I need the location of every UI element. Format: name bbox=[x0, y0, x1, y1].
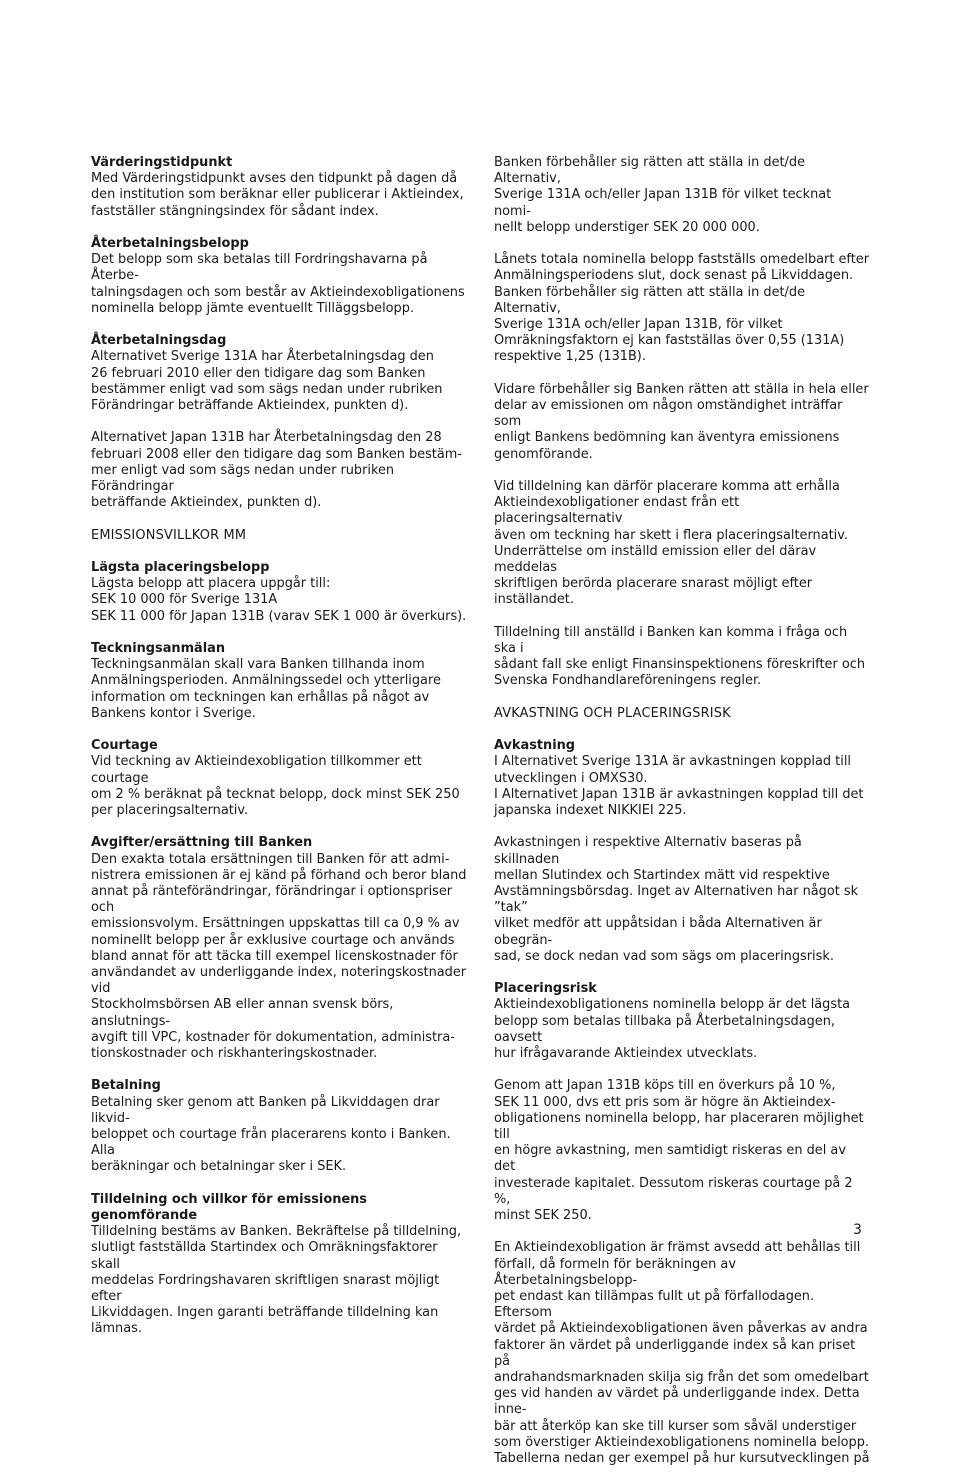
paragraph bbox=[91, 430, 467, 511]
section-teckningsanmalan bbox=[91, 641, 467, 722]
paragraph-heading: Lägsta placeringsbelopp bbox=[91, 560, 270, 575]
section-avkastning bbox=[494, 738, 870, 819]
paragraph-text: Lånets totala nominella belopp fastställs omedelbart efter Anmälningsperiodens slut, dock senast på Likviddagen. Banken förbehåller sig rätten att ställa in det/de Alternativ, Sverige 131A och/eller Japan 131B, för vilket Omräkningsfaktorn ej kan fastställas över 0,55 (131A) respektive 1,25 (131B). bbox=[494, 252, 870, 365]
paragraph-text: Lägsta belopp att placera uppgår till: SEK 10 000 för Sverige 131A SEK 11 000 för Japan 131B (varav SEK 1 000 är överkurs). bbox=[91, 576, 467, 624]
paragraph-text: Aktieindexobligationens nominella belopp är det lägsta belopp som betalas tillbaka på Återbetalningsdagen, oavsett hur ifrågavarande Aktieindex utvecklats. bbox=[494, 997, 851, 1062]
section-aterbetalningsbelopp bbox=[91, 236, 467, 317]
paragraph bbox=[494, 1078, 870, 1224]
paragraph-text: Med Värderingstidpunkt avses den tidpunkt på dagen då den institution som beräknar eller publicerar i Aktieindex, fastställer stängningsindex för sådant index. bbox=[91, 171, 464, 219]
section-placeringsrisk bbox=[494, 981, 870, 1062]
right-column bbox=[494, 155, 870, 1483]
paragraph-text: Genom att Japan 131B köps till en överkurs på 10 %, SEK 11 000, dvs ett pris som är högre än Aktieindex- obligationens nominella belopp, har placeraren möjlighet till en högre avkastning, men samtidigt riskeras en del av det investerade kapitalet. Dessutom riskeras courtage på 2 %, minst SEK 250. bbox=[494, 1078, 864, 1224]
paragraph-text: Banken förbehåller sig rätten att ställa in det/de Alternativ, Sverige 131A och/eller Japan 131B för vilket tecknat nomi- nellt belopp understiger SEK 20 000 000. bbox=[494, 155, 832, 235]
paragraph bbox=[494, 382, 870, 463]
paragraph-heading: Värderingstidpunkt bbox=[91, 155, 233, 170]
section-avgifter-ersattning-till-banken bbox=[91, 835, 467, 1062]
paragraph-text: Betalning sker genom att Banken på Likviddagen drar likvid- beloppet och courtage från placerarens konto i Banken. Alla beräkningar och betalningar sker i SEK. bbox=[91, 1094, 451, 1175]
section-lagsta-placeringsbelopp bbox=[91, 560, 467, 625]
section-varderingstidpunkt bbox=[91, 155, 467, 220]
paragraph-text: Vid teckning av Aktieindexobligation tillkommer ett courtage om 2 % beräknat på tecknat belopp, dock minst SEK 250 per placeringsalternativ. bbox=[91, 754, 460, 819]
section-heading-emissionsvillkor-mm: EMISSIONSVILLKOR MM bbox=[91, 527, 247, 543]
paragraph-heading: Betalning bbox=[91, 1078, 161, 1094]
section-courtage bbox=[91, 738, 467, 819]
paragraph bbox=[494, 155, 870, 236]
paragraph-text: I Alternativet Sverige 131A är avkastningen kopplad till utvecklingen i OMXS30. I Alternativet Japan 131B är avkastningen kopplad till det japanska indexet NIKKIEI 225. bbox=[494, 754, 864, 819]
section-betalning bbox=[91, 1078, 467, 1175]
paragraph-text: Teckningsanmälan skall vara Banken tillhanda inom Anmälningsperioden. Anmälningssedel och ytterligare information om teckningen kan erhållas på något av Bankens kontor i Sverige. bbox=[91, 657, 441, 721]
left-column bbox=[91, 155, 467, 1354]
paragraph-heading: Avkastning bbox=[494, 738, 576, 754]
paragraph-heading: Teckningsanmälan bbox=[91, 641, 226, 656]
section-tilldelning-och-villkor-for-emissionens-genomforande bbox=[91, 1192, 467, 1338]
paragraph-text: Tilldelning bestäms av Banken. Bekräftelse på tilldelning, slutligt fastställda Startindex och Omräkningsfaktorer skall meddelas Fordringshavaren skriftligen snarast möjligt efter Likviddagen. Ingen garanti beträffande tilldelning kan lämnas. bbox=[91, 1224, 462, 1337]
paragraph bbox=[494, 252, 870, 365]
paragraph-heading: Avgifter/ersättning till Banken bbox=[91, 835, 313, 851]
paragraph bbox=[494, 1240, 870, 1467]
paragraph-text: Det belopp som ska betalas till Fordringshavarna på Återbe- talningsdagen och som består av Aktieindexobligationens nominella belopp jämte eventuellt Tilläggsbelopp. bbox=[91, 252, 465, 316]
paragraph-text: En Aktieindexobligation är främst avsedd att behållas till förfall, då formeln för beräkningen av Återbetalningsbelopp- pet endast kan tillämpas fullt ut på förfallodagen. Eftersom värdet på Aktieindexobligationen även påverkas av andra faktorer än värdet på underliggande index så kan priset på andrahandsmarknaden skilja sig från det som omedelbart ges vid handen av värdet på underliggande index. Detta inne- bär att återköp kan ske till kurser som såväl understiger som överstiger Aktieindexobligationens nominella belopp. Tabellerna nedan ger exempel på hur kursutvecklingen på bbox=[494, 1240, 870, 1467]
paragraph-text: Tilldelning till anställd i Banken kan komma i fråga och ska i sådant fall ske enligt Finansinspektionens föreskrifter och Svenska Fondhandlareföreningens regler. bbox=[494, 624, 866, 689]
paragraph-heading: Placeringsrisk bbox=[494, 981, 597, 997]
page-number: 3 bbox=[853, 1222, 862, 1238]
paragraph bbox=[494, 479, 870, 609]
paragraph-text: Alternativet Sverige 131A har Återbetalningsdag den 26 februari 2010 eller den tidigare dag som Banken bestämmer enligt vad som sägs nedan under rubriken Förändringar beträffande Aktieindex, punkten d). bbox=[91, 349, 443, 414]
paragraph-text: Alternativet Japan 131B har Återbetalningsdag den 28 februari 2008 eller den tidigare dag som Banken bestäm- mer enligt vad som sägs nedan under rubriken Förändringar beträffande Aktieindex, punkten d). bbox=[91, 430, 462, 511]
paragraph-heading: Courtage bbox=[91, 738, 158, 754]
paragraph bbox=[494, 835, 870, 965]
section-heading-avkastning-och-placeringsrisk: AVKASTNING OCH PLACERINGSRISK bbox=[494, 705, 731, 721]
paragraph-text: Vidare förbehåller sig Banken rätten att ställa in hela eller delar av emissionen om någon omständighet inträffar som enligt Bankens bedömning kan äventyra emissionens genomförande. bbox=[494, 381, 869, 462]
paragraph-text: Den exakta totala ersättningen till Banken för att admi- nistrera emissionen är ej känd på förhand och beror bland annat på ränteförändringar, förändringar i optionspriser och emissionsvolym. Ersättningen uppskattas till ca 0,9 % av nominellt belopp per år exklusive courtage och används bland annat för att täcka till exempel licenskostnader för användandet av underliggande index, noteringskostnader vid Stockholmsbörsen AB eller annan svensk börs, anslutnings- avgift till VPC, kostnader för dokumentation, administra- tionskostnader och riskhanteringskostnader. bbox=[91, 851, 467, 1062]
paragraph-heading: Återbetalningsbelopp bbox=[91, 236, 249, 251]
paragraph-heading: Återbetalningsdag bbox=[91, 333, 227, 349]
paragraph bbox=[494, 625, 870, 690]
paragraph-text: Avkastningen i respektive Alternativ baseras på skillnaden mellan Slutindex och Startindex mätt vid respektive Avstämningsbörsdag. Inget av Alternativen har något sk ”tak” vilket medför att uppåtsidan i båda Alternativen är obegrän- sad, se dock nedan vad som sägs om placeringsrisk. bbox=[494, 835, 859, 964]
section-aterbetalningsdag bbox=[91, 333, 467, 414]
paragraph-heading: Tilldelning och villkor för emissionens genomförande bbox=[91, 1191, 367, 1224]
paragraph-text: Vid tilldelning kan därför placerare komma att erhålla Aktieindexobligationer endast från ett placeringsalternativ även om teckning har skett i flera placeringsalternativ. Underrättelse om inställd emission eller del därav meddelas skriftligen berörda placerare snarast möjligt efter inställandet. bbox=[494, 479, 848, 608]
